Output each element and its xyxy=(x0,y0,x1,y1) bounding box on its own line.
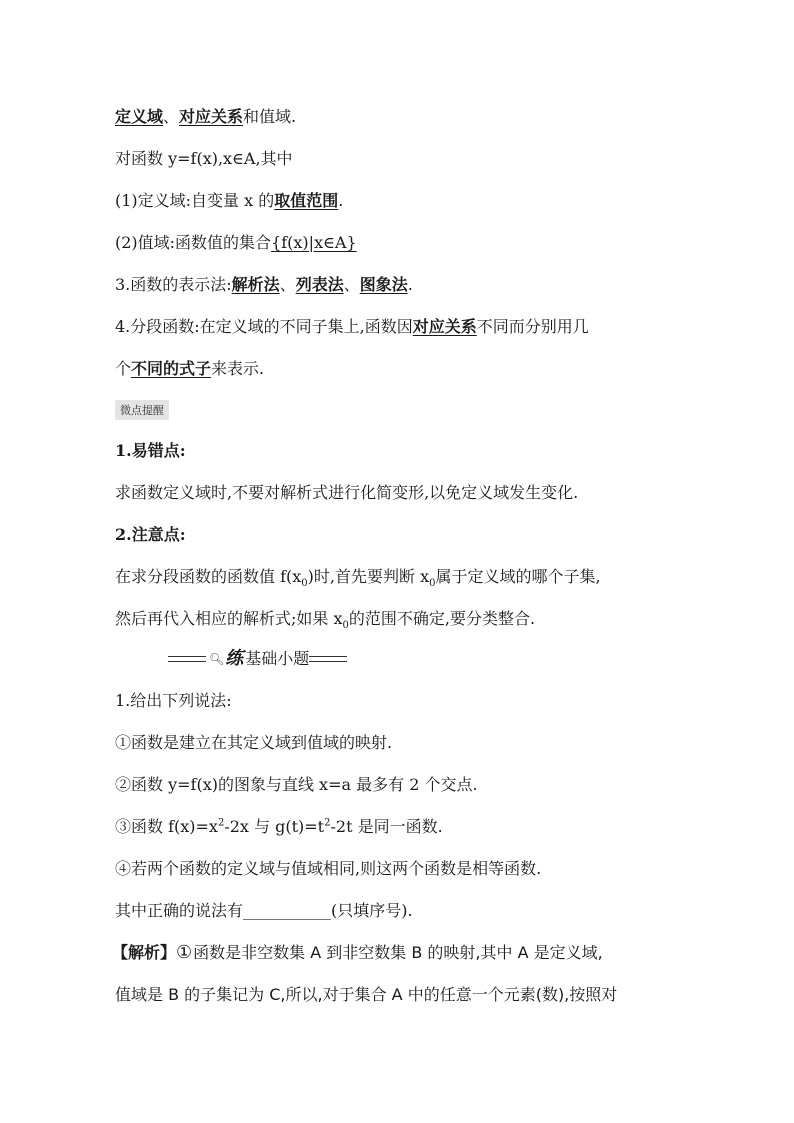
tip-paragraph-2 xyxy=(115,566,601,588)
definition-line-1 xyxy=(115,106,296,128)
text: 属于定义域的哪个子集, xyxy=(435,567,601,586)
solution-circle: ① xyxy=(176,942,193,963)
tip-tag: 微点提醒 xyxy=(115,400,169,420)
statement-1: ①函数是建立在其定义域到值域的映射. xyxy=(115,733,393,752)
question-intro: 1.给出下列说法: xyxy=(115,691,232,710)
text: 在求分段函数的函数值 f(x xyxy=(115,567,302,586)
definition-line-2: 对函数 y=f(x),x∈A,其中 xyxy=(115,149,293,168)
text: 个 xyxy=(115,359,132,378)
double-rule-right xyxy=(309,656,347,662)
separator: 、 xyxy=(279,275,296,294)
double-rule-left xyxy=(168,656,206,662)
text: 4.分段函数:在定义域的不同子集上,函数因 xyxy=(115,317,413,336)
definition-domain-line xyxy=(115,190,343,212)
statement-4: ④若两个函数的定义域与值域相同,则这两个函数是相等函数. xyxy=(115,859,542,878)
subscript: 0 xyxy=(342,620,349,632)
text: )时,首先要判断 x xyxy=(307,567,430,586)
tip-heading-2: 2.注意点: xyxy=(115,525,186,544)
text: 和值域. xyxy=(243,107,297,126)
subscript: 0 xyxy=(301,578,308,590)
separator: 、 xyxy=(163,107,180,126)
solution-line-2: 值域是 B 的子集记为 C,所以,对于集合 A 中的任意一个元素(数),按照对 xyxy=(115,985,618,1004)
text: 不同而分别用几 xyxy=(476,317,589,336)
term-graph: 图象法 xyxy=(359,275,408,294)
statement-3 xyxy=(115,816,443,838)
text: (2)值域:函数值的集合 xyxy=(115,233,272,252)
text: ③函数 f(x)=x xyxy=(115,817,218,836)
text: -2x 与 g(t)=t xyxy=(224,817,325,836)
subscript: 0 xyxy=(429,578,436,590)
term-table: 列表法 xyxy=(295,275,344,294)
definition-range-line xyxy=(115,232,357,254)
practice-header xyxy=(168,648,347,670)
tip-paragraph-1: 求函数定义域时,不要对解析式进行化简变形,以免定义域发生变化. xyxy=(115,483,579,502)
magnifier-icon: 🔍︎ xyxy=(209,652,225,666)
text: 3.函数的表示法: xyxy=(115,275,232,294)
term-value-range: 取值范围 xyxy=(274,191,339,210)
representation-line xyxy=(115,274,413,296)
separator: 、 xyxy=(343,275,360,294)
practice-icon: 练 xyxy=(225,648,244,669)
term-domain: 定义域 xyxy=(115,107,164,126)
text: 函数是非空数集 A 到非空数集 B 的映射,其中 A 是定义域, xyxy=(193,943,603,962)
term-analytic: 解析法 xyxy=(231,275,280,294)
tip-heading-1: 1.易错点: xyxy=(115,441,186,460)
text: . xyxy=(338,191,344,210)
tip-paragraph-3 xyxy=(115,608,535,630)
text: . xyxy=(407,275,413,294)
solution-label: 【解析】 xyxy=(112,943,177,962)
superscript: 2 xyxy=(324,817,331,829)
term-correspondence-2: 对应关系 xyxy=(412,317,477,336)
text: 的范围不确定,要分类整合. xyxy=(348,609,536,628)
statement-2: ②函数 y=f(x)的图象与直线 x=a 最多有 2 个交点. xyxy=(115,775,478,794)
term-different-formulas: 不同的式子 xyxy=(131,359,212,378)
solution-line-1 xyxy=(112,942,603,964)
practice-title: 基础小题 xyxy=(245,649,310,668)
question-ask: 其中正确的说法有___________(只填序号). xyxy=(115,901,413,920)
piecewise-line-1 xyxy=(115,316,589,338)
text: -2t 是同一函数. xyxy=(330,817,443,836)
superscript: 2 xyxy=(217,817,225,829)
text: (1)定义域:自变量 x 的 xyxy=(115,191,275,210)
text: 来表示. xyxy=(211,359,265,378)
text: 然后再代入相应的解析式;如果 x xyxy=(115,609,343,628)
piecewise-line-2 xyxy=(115,358,264,380)
term-correspondence: 对应关系 xyxy=(179,107,244,126)
term-range-set: {f(x)|x∈A} xyxy=(271,233,357,252)
